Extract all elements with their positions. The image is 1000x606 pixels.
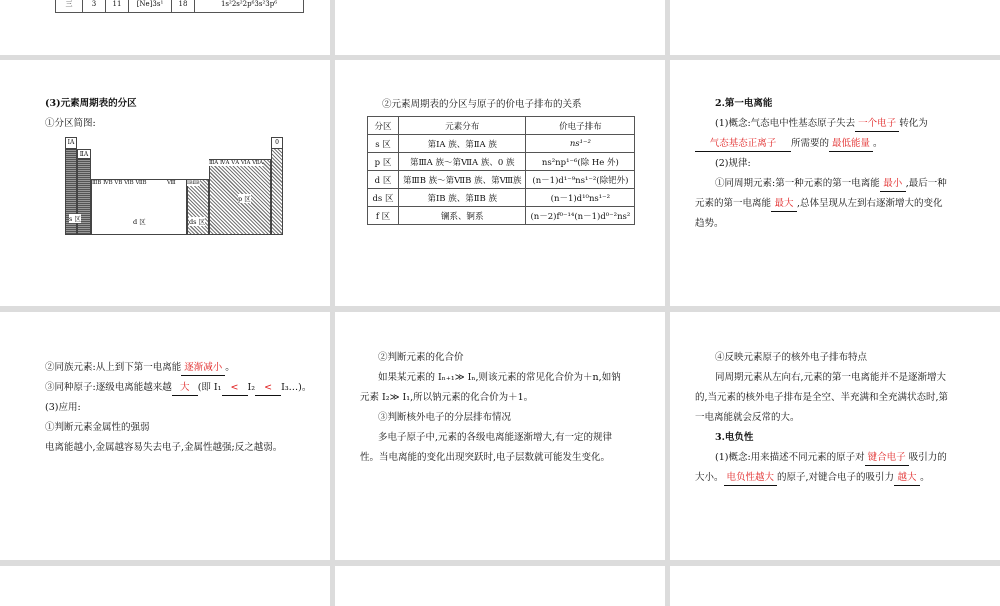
table-row	[368, 171, 635, 189]
answer-blank: 大	[172, 381, 198, 396]
valence-electron-table	[367, 116, 635, 225]
answer-blank: 气态基态正离子	[695, 137, 791, 152]
text-line: ③同种原子:逐级电离能越来越 大 (即 I₁ < I₂ < I₃…)。	[45, 378, 311, 398]
distribution-cell: 第ⅠB 族、第ⅡB 族	[399, 189, 526, 207]
answer-blank: 键合电子	[865, 451, 909, 466]
table-title: ②元素周期表的分区与原子的价电子排布的关系	[382, 99, 582, 110]
text-line: 一电离能就会反常的大。	[695, 412, 800, 423]
table-row	[368, 153, 635, 171]
group-1b2b-label: ⅠBⅡB	[187, 180, 200, 186]
answer-blank: 最小	[880, 177, 906, 192]
config-cell: ns²np¹⁻⁶(除 He 外)	[526, 153, 635, 171]
slide-3	[670, 0, 1000, 55]
slide-10	[0, 566, 330, 606]
text-line: ①判断元素金属性的强弱	[45, 422, 150, 433]
group-8-label: Ⅷ	[167, 180, 176, 186]
row-cell: 1s²2s²2p⁶3s²3p⁶	[195, 0, 304, 13]
config-cell: ns¹⁻²	[526, 135, 635, 153]
text-line: 趋势。	[695, 218, 724, 229]
distribution-cell: 第ⅢA 族～第ⅦA 族、0 族	[399, 153, 526, 171]
header-cell: 价电子排布	[526, 117, 635, 135]
config-cell: (n－1)d¹⁰ns¹⁻²	[526, 189, 635, 207]
periodic-table-diagram	[65, 137, 283, 237]
header-cell: 分区	[368, 117, 399, 135]
config-cell: (n－2)f⁰⁻¹⁴(n－1)d⁰⁻²ns²	[526, 207, 635, 225]
text-line: ②判断元素的化合价	[378, 352, 464, 363]
text-line: 同周期元素从左向右,元素的第一电离能并不是逐渐增大	[715, 372, 947, 383]
text-line: (2)规律:	[715, 158, 751, 169]
group-b-labels: ⅢB ⅣB ⅤB ⅥB ⅦB	[92, 180, 147, 186]
text-line: (3)应用:	[45, 402, 81, 413]
text-line: ③判断核外电子的分层排布情况	[378, 412, 512, 423]
text-line: 多电子原子中,元素的各级电离能逐渐增大,有一定的规律	[378, 432, 613, 443]
slide-2	[335, 0, 665, 55]
table-row	[56, 0, 304, 13]
row-cell: 11	[106, 0, 129, 13]
answer-blank: 最低能量	[829, 137, 873, 152]
block-cell: f 区	[368, 207, 399, 225]
text-line: ①同周期元素:第一种元素的第一电离能 最小 ,最后一种	[715, 174, 947, 194]
d-block-label: d 区	[133, 218, 146, 226]
group-0-cell: 0	[271, 137, 283, 149]
ds-block	[187, 179, 209, 235]
electron-config-table	[55, 0, 304, 13]
p-block-label: p 区	[238, 195, 251, 203]
text-line: 如果某元素的 Iₙ₊₁≫ Iₙ,则该元素的常见化合价为＋n,如钠	[378, 372, 621, 383]
section-heading: 3.电负性	[715, 432, 754, 443]
slide-6	[670, 60, 1000, 306]
answer-blank: <	[255, 381, 281, 396]
table-header-row	[368, 117, 635, 135]
text-line: ②同族元素:从上到下第一电离能 逐渐减小 。	[45, 358, 235, 378]
text-line: 性。当电离能的变化出现突跃时,电子层数就可能发生变化。	[360, 452, 611, 463]
header-cell: 元素分布	[399, 117, 526, 135]
group-0-column	[271, 137, 283, 235]
table-row	[368, 207, 635, 225]
group-1a-cell: ⅠA	[65, 137, 77, 149]
answer-blank: 一个电子	[855, 117, 899, 132]
text-line: 的,当元素的核外电子排布是全空、半充满和全充满状态时,第	[695, 392, 949, 403]
table-row	[368, 135, 635, 153]
distribution-cell: 镧系、锕系	[399, 207, 526, 225]
subheading: ①分区简图:	[45, 118, 96, 129]
distribution-cell: 第ⅠA 族、第ⅡA 族	[399, 135, 526, 153]
slide-8	[335, 312, 665, 560]
answer-blank: 电负性越大	[724, 471, 778, 486]
slide-4	[0, 60, 330, 306]
answer-blank: <	[222, 381, 248, 396]
text-line: 大小。 电负性越大 的原子,对键合电子的吸引力 越大 。	[695, 468, 930, 488]
s-block-label: s 区	[69, 215, 81, 223]
text-line: (1)概念:用来描述不同元素的原子对 键合电子 吸引力的	[715, 448, 947, 468]
text-line: 元素的第一电离能 最大 ,总体呈现从左到右逐渐增大的变化	[695, 194, 943, 214]
answer-blank: 逐渐减小	[181, 361, 225, 376]
block-cell: ds 区	[368, 189, 399, 207]
section-heading: (3)元素周期表的分区	[45, 98, 137, 109]
table-row	[368, 189, 635, 207]
block-cell: d 区	[368, 171, 399, 189]
slide-5	[335, 60, 665, 306]
group-2a-cell: ⅡA	[77, 149, 91, 159]
slide-9	[670, 312, 1000, 560]
text-line: ④反映元素原子的核外电子排布特点	[715, 352, 868, 363]
slide-12	[670, 566, 1000, 606]
period-cell: 三	[56, 0, 83, 13]
block-cell: s 区	[368, 135, 399, 153]
row-cell: [Ne]3s¹	[129, 0, 172, 13]
block-cell: p 区	[368, 153, 399, 171]
answer-blank: 越大	[894, 471, 920, 486]
slide-11	[335, 566, 665, 606]
row-cell: 18	[172, 0, 195, 13]
distribution-cell: 第ⅢB 族～第ⅦB 族、第Ⅷ族	[399, 171, 526, 189]
s-block-2	[77, 159, 91, 235]
text-line: (1)概念:气态电中性基态原子失去 一个电子 转化为	[715, 114, 928, 134]
slide-7	[0, 312, 330, 560]
answer-blank: 最大	[771, 197, 797, 212]
row-cell: 3	[83, 0, 106, 13]
section-heading: 2.第一电离能	[715, 98, 773, 109]
text-line: 气态基态正离子 所需要的 最低能量 。	[695, 134, 883, 154]
config-cell: (n－1)d¹⁻⁹ns¹⁻²(除钯外)	[526, 171, 635, 189]
d-block	[91, 179, 187, 235]
slide-1	[0, 0, 330, 55]
text-line: 电离能越小,金属越容易失去电子,金属性越强;反之越弱。	[45, 442, 283, 453]
text-line: 元素 I₂≫ I₁,所以钠元素的化合价为＋1。	[360, 392, 534, 403]
ds-block-label: ds 区	[189, 218, 206, 226]
group-a-labels: ⅢA ⅣA ⅤA ⅥA ⅦA	[209, 160, 264, 166]
